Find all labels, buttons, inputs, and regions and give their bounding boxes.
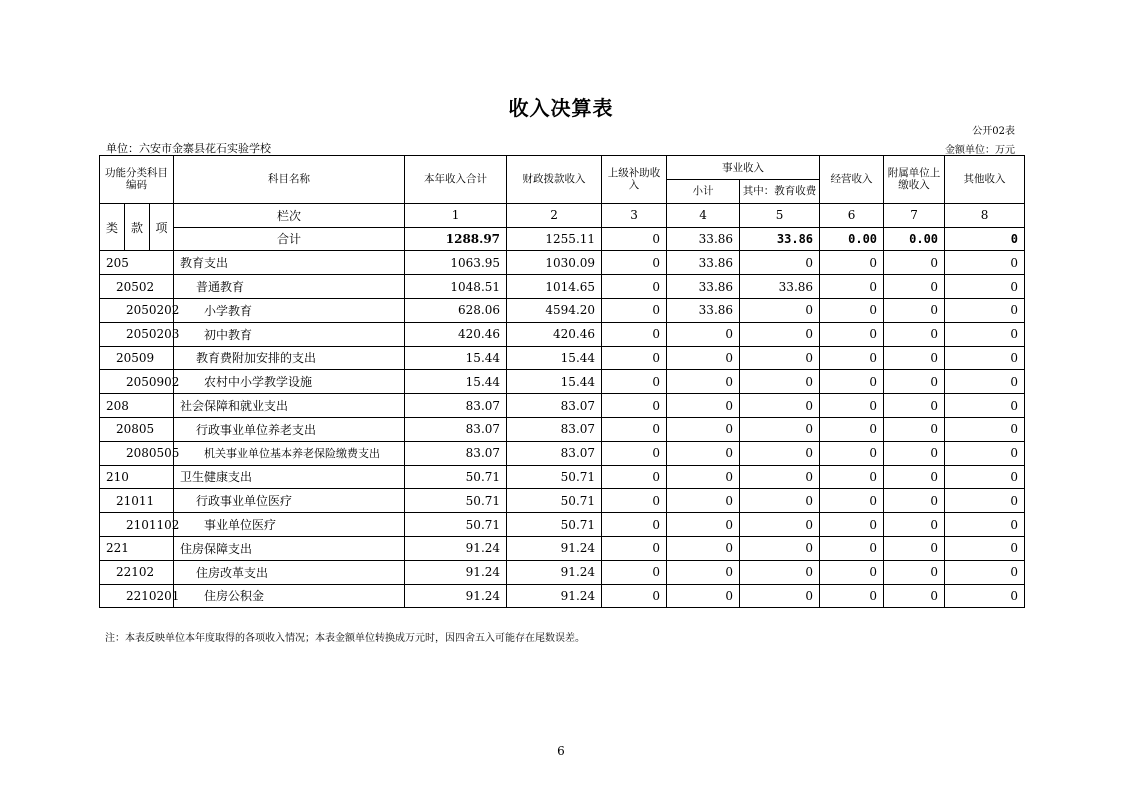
row-value: 0 [945, 441, 1025, 465]
row-value: 0 [820, 370, 884, 394]
row-value: 50.71 [507, 489, 602, 513]
table-row [100, 346, 1025, 370]
col-num: 4 [667, 203, 740, 227]
row-code: 2050902 [100, 370, 174, 394]
table-row [100, 513, 1025, 537]
row-value: 0 [820, 560, 884, 584]
header-fiscal: 财政拨款收入 [507, 156, 602, 204]
row-value: 0 [945, 275, 1025, 299]
total-cell: 0 [945, 227, 1025, 251]
row-value: 0 [667, 441, 740, 465]
header-business: 经营收入 [820, 156, 884, 204]
row-name: 教育费附加安排的支出 [174, 346, 405, 370]
header-career-sub: 小计 [667, 180, 740, 204]
row-value: 0 [667, 394, 740, 418]
row-value: 0 [820, 346, 884, 370]
row-value: 4594.20 [507, 298, 602, 322]
row-code: 2210201 [100, 584, 174, 608]
row-value: 0 [820, 417, 884, 441]
row-value: 0 [602, 322, 667, 346]
row-value: 83.07 [507, 441, 602, 465]
row-value: 0 [667, 322, 740, 346]
row-code: 22102 [100, 560, 174, 584]
total-row [100, 227, 1025, 251]
row-name: 教育支出 [174, 251, 405, 275]
row-value: 0 [884, 584, 945, 608]
row-value: 0 [884, 560, 945, 584]
row-code: 208 [100, 394, 174, 418]
row-value: 0 [740, 441, 820, 465]
table-row [100, 251, 1025, 275]
row-code: 2050203 [100, 322, 174, 346]
row-value: 0 [740, 322, 820, 346]
row-code: 21011 [100, 489, 174, 513]
total-cell: 1255.11 [507, 227, 602, 251]
row-name: 初中教育 [174, 322, 405, 346]
row-value: 0 [945, 489, 1025, 513]
row-value: 0 [602, 513, 667, 537]
row-value: 0 [602, 441, 667, 465]
row-value: 1063.95 [405, 251, 507, 275]
row-value: 0 [820, 489, 884, 513]
row-value: 0 [945, 370, 1025, 394]
unit-name: 单位：六安市金寨县花石实验学校 [106, 142, 271, 155]
row-value: 0 [945, 584, 1025, 608]
row-value: 0 [740, 346, 820, 370]
row-value: 1048.51 [405, 275, 507, 299]
row-value: 0 [740, 513, 820, 537]
row-value: 1014.65 [507, 275, 602, 299]
row-value: 0 [740, 489, 820, 513]
row-value: 0 [667, 513, 740, 537]
col-num: 5 [740, 203, 820, 227]
row-value: 0 [820, 322, 884, 346]
header-career-edu: 其中：教育收费 [740, 180, 820, 204]
row-value: 0 [602, 560, 667, 584]
page-number: 6 [557, 744, 565, 758]
col-num: 7 [884, 203, 945, 227]
row-value: 0 [667, 370, 740, 394]
row-value: 91.24 [405, 584, 507, 608]
row-name: 行政事业单位医疗 [174, 489, 405, 513]
row-name: 机关事业单位基本养老保险缴费支出 [174, 441, 405, 465]
row-value: 0 [740, 394, 820, 418]
table-row [100, 417, 1025, 441]
row-value: 0 [884, 536, 945, 560]
row-value: 50.71 [507, 465, 602, 489]
header-kuan: 款 [125, 203, 150, 251]
row-value: 0 [740, 465, 820, 489]
row-value: 0 [602, 584, 667, 608]
row-value: 0 [740, 251, 820, 275]
row-value: 15.44 [405, 370, 507, 394]
row-name: 住房保障支出 [174, 536, 405, 560]
row-code: 2050202 [100, 298, 174, 322]
header-career: 事业收入 [667, 156, 820, 180]
row-value: 33.86 [740, 275, 820, 299]
total-cell: 33.86 [667, 227, 740, 251]
row-value: 0 [945, 465, 1025, 489]
row-value: 0 [820, 513, 884, 537]
row-value: 0 [945, 560, 1025, 584]
row-value: 0 [667, 584, 740, 608]
row-value: 50.71 [405, 465, 507, 489]
row-name: 住房公积金 [174, 584, 405, 608]
row-value: 0 [945, 298, 1025, 322]
col-num: 1 [405, 203, 507, 227]
row-code: 221 [100, 536, 174, 560]
row-value: 33.86 [667, 275, 740, 299]
row-value: 0 [884, 394, 945, 418]
total-cell: 0 [602, 227, 667, 251]
header-row-1 [100, 156, 1025, 180]
row-value: 0 [945, 322, 1025, 346]
row-value: 0 [884, 465, 945, 489]
row-value: 0 [740, 298, 820, 322]
row-value: 33.86 [667, 298, 740, 322]
table-row [100, 275, 1025, 299]
row-name: 社会保障和就业支出 [174, 394, 405, 418]
table-row [100, 584, 1025, 608]
row-value: 50.71 [405, 513, 507, 537]
row-value: 83.07 [507, 394, 602, 418]
row-value: 0 [820, 275, 884, 299]
header-total: 本年收入合计 [405, 156, 507, 204]
row-name: 行政事业单位养老支出 [174, 417, 405, 441]
row-value: 0 [602, 465, 667, 489]
row-value: 0 [884, 370, 945, 394]
header-lanci: 栏次 [174, 203, 405, 227]
col-num: 3 [602, 203, 667, 227]
row-value: 0 [945, 417, 1025, 441]
row-value: 0 [602, 275, 667, 299]
row-value: 0 [820, 584, 884, 608]
row-value: 83.07 [507, 417, 602, 441]
row-value: 0 [602, 346, 667, 370]
row-value: 0 [945, 513, 1025, 537]
row-value: 0 [602, 536, 667, 560]
row-value: 0 [884, 251, 945, 275]
row-value: 33.86 [667, 251, 740, 275]
row-code: 205 [100, 251, 174, 275]
row-value: 0 [884, 513, 945, 537]
row-name: 小学教育 [174, 298, 405, 322]
total-cell: 0.00 [884, 227, 945, 251]
row-code: 20502 [100, 275, 174, 299]
row-value: 83.07 [405, 417, 507, 441]
row-value: 91.24 [405, 536, 507, 560]
row-value: 0 [884, 275, 945, 299]
row-value: 0 [602, 489, 667, 513]
row-value: 1030.09 [507, 251, 602, 275]
row-value: 628.06 [405, 298, 507, 322]
column-number-row [100, 203, 1025, 227]
row-value: 15.44 [507, 346, 602, 370]
row-value: 0 [602, 417, 667, 441]
row-value: 91.24 [507, 560, 602, 584]
row-value: 0 [820, 441, 884, 465]
row-value: 0 [884, 417, 945, 441]
row-value: 0 [667, 560, 740, 584]
row-name: 农村中小学教学设施 [174, 370, 405, 394]
row-value: 0 [945, 346, 1025, 370]
row-value: 0 [884, 298, 945, 322]
form-number: 公开02表 [972, 126, 1015, 137]
row-code: 2080505 [100, 441, 174, 465]
row-name: 事业单位医疗 [174, 513, 405, 537]
row-value: 91.24 [507, 584, 602, 608]
amount-unit: 金额单位：万元 [945, 145, 1015, 156]
row-value: 420.46 [405, 322, 507, 346]
row-code: 210 [100, 465, 174, 489]
total-cell: 1288.97 [405, 227, 507, 251]
row-value: 0 [820, 394, 884, 418]
row-value: 0 [884, 441, 945, 465]
row-code: 2101102 [100, 513, 174, 537]
row-value: 0 [602, 298, 667, 322]
row-value: 0 [740, 417, 820, 441]
total-label: 合计 [174, 227, 405, 251]
row-value: 0 [945, 394, 1025, 418]
total-cell: 0.00 [820, 227, 884, 251]
header-other: 其他收入 [945, 156, 1025, 204]
row-value: 0 [602, 394, 667, 418]
row-name: 普通教育 [174, 275, 405, 299]
row-value: 0 [820, 251, 884, 275]
row-code: 20509 [100, 346, 174, 370]
table-row [100, 298, 1025, 322]
row-value: 50.71 [405, 489, 507, 513]
row-value: 15.44 [405, 346, 507, 370]
row-value: 0 [740, 584, 820, 608]
income-table [99, 155, 1025, 608]
row-value: 0 [740, 536, 820, 560]
row-value: 0 [667, 536, 740, 560]
data-rows [100, 251, 1025, 608]
row-value: 0 [945, 536, 1025, 560]
row-value: 50.71 [507, 513, 602, 537]
header-lei: 类 [100, 203, 125, 251]
footnote: 注：本表反映单位本年度取得的各项收入情况；本表金额单位转换成万元时，因四舍五入可能存在尾数误差。 [105, 633, 585, 644]
col-num: 6 [820, 203, 884, 227]
row-value: 91.24 [405, 560, 507, 584]
header-subject: 科目名称 [174, 156, 405, 204]
row-value: 83.07 [405, 394, 507, 418]
header-xiang: 项 [150, 203, 174, 251]
table-row [100, 441, 1025, 465]
row-value: 0 [602, 251, 667, 275]
table-row [100, 394, 1025, 418]
row-value: 0 [945, 251, 1025, 275]
page-title: 收入决算表 [508, 96, 614, 120]
col-num: 8 [945, 203, 1025, 227]
total-cell: 33.86 [740, 227, 820, 251]
row-value: 83.07 [405, 441, 507, 465]
table-row [100, 322, 1025, 346]
row-value: 0 [884, 489, 945, 513]
row-value: 0 [884, 346, 945, 370]
row-value: 0 [820, 536, 884, 560]
row-name: 住房改革支出 [174, 560, 405, 584]
row-name: 卫生健康支出 [174, 465, 405, 489]
table-row [100, 489, 1025, 513]
row-value: 0 [820, 298, 884, 322]
table-row [100, 560, 1025, 584]
row-value: 0 [884, 322, 945, 346]
row-value: 0 [602, 370, 667, 394]
row-value: 15.44 [507, 370, 602, 394]
table-row [100, 465, 1025, 489]
row-value: 0 [667, 417, 740, 441]
row-value: 0 [667, 465, 740, 489]
row-value: 420.46 [507, 322, 602, 346]
row-value: 0 [667, 346, 740, 370]
row-value: 0 [740, 370, 820, 394]
header-subsidy: 上级补助收入 [602, 156, 667, 204]
table-row [100, 536, 1025, 560]
row-value: 0 [667, 489, 740, 513]
header-func-code: 功能分类科目编码 [100, 156, 174, 204]
row-value: 0 [740, 560, 820, 584]
row-value: 91.24 [507, 536, 602, 560]
row-code: 20805 [100, 417, 174, 441]
table-row [100, 370, 1025, 394]
row-value: 0 [820, 465, 884, 489]
header-affiliate: 附属单位上缴收入 [884, 156, 945, 204]
col-num: 2 [507, 203, 602, 227]
